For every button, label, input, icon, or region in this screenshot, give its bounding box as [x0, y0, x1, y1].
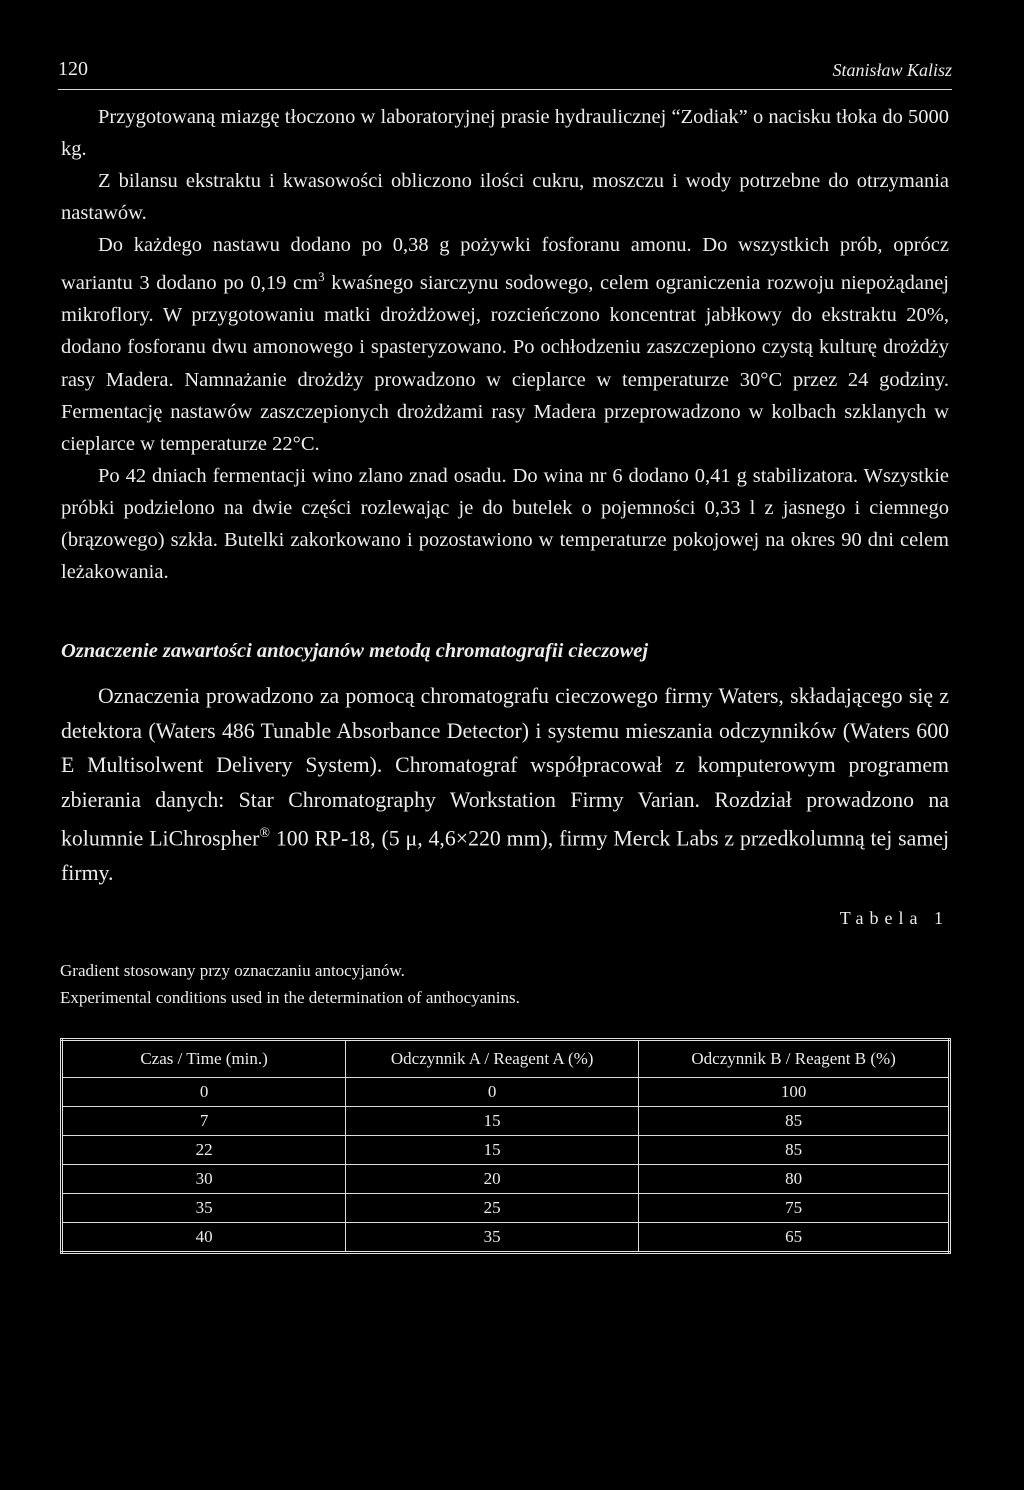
- table-caption-pl: Gradient stosowany przy oznaczaniu antocyjanów.: [60, 961, 405, 980]
- column-header-reagent-b: Odczynnik B / Reagent B (%): [639, 1040, 950, 1078]
- table-row: [62, 1165, 950, 1194]
- header-divider: [58, 89, 952, 90]
- table-cell-reagent-b: 80: [639, 1165, 950, 1194]
- methods-paragraph-3: [61, 229, 949, 459]
- methods-paragraph-4: Po 42 dniach fermentacji wino zlano znad osadu. Do wina nr 6 dodano 0,41 g stabilizatora. Wszystkie próbki podzielono na dwie części rozlewając je do butelek o pojemności 0,33 l z jasnego i ciemnego (brązowego) szkła. Butelki zakorkowano i pozostawiono w temperaturze pokojowej na okres 90 dni celem leżakowania.: [61, 464, 949, 584]
- table-cell-time: 22: [62, 1136, 346, 1165]
- page-header: [58, 58, 952, 88]
- section-heading: Oznaczenie zawartości antocyjanów metodą chromatografii cieczowej: [61, 640, 649, 662]
- table-cell-reagent-b: 85: [639, 1136, 950, 1165]
- page-number: 120: [58, 58, 88, 80]
- table-cell-reagent-b: 65: [639, 1223, 950, 1253]
- hplc-text: [61, 679, 949, 891]
- table-caption: [60, 957, 520, 1011]
- hplc-paragraph-part-1: Oznaczenia prowadzono za pomocą chromatografu cieczowego firmy Waters, składającego się z detektora (Waters 486 Tunable Absorbance Detector) i systemu mieszania odczynników (Waters 600 E Multisolwent Delivery System). Chromatograf współpracował z komputerowym programem zbierania danych: Star Chromatography Workstation Firmy Varian. Rozdział prowadzono na kolumnie LiChrospher: [61, 684, 949, 851]
- table-row: [62, 1223, 950, 1253]
- table-cell-reagent-a: 15: [346, 1136, 639, 1165]
- table-cell-time: 7: [62, 1107, 346, 1136]
- running-head: Stanisław Kalisz: [832, 60, 952, 80]
- table-cell-reagent-a: 25: [346, 1194, 639, 1223]
- column-header-reagent-a: Odczynnik A / Reagent A (%): [346, 1040, 639, 1078]
- table-header-row: [62, 1040, 950, 1078]
- table-row: [62, 1078, 950, 1107]
- gradient-table: [60, 1038, 951, 1254]
- table-row: [62, 1194, 950, 1223]
- table-cell-reagent-b: 75: [639, 1194, 950, 1223]
- hplc-paragraph: [61, 679, 949, 891]
- table-cell-reagent-a: 15: [346, 1107, 639, 1136]
- superscript-3: 3: [318, 269, 325, 285]
- table-cell-reagent-a: 35: [346, 1223, 639, 1253]
- table-cell-reagent-b: 85: [639, 1107, 950, 1136]
- table-row: [62, 1107, 950, 1136]
- table-label: Tabela 1: [839, 908, 949, 928]
- table-cell-time: 0: [62, 1078, 346, 1107]
- registered-mark: ®: [259, 826, 271, 842]
- methods-paragraph-1: Przygotowaną miazgę tłoczono w laboratoryjnej prasie hydraulicznej “Zodiak” o nacisku tłoka do 5000 kg.: [61, 106, 949, 161]
- hplc-paragraph-part-2: 100 RP-18, (5 μ, 4,6×220 mm), firmy Merck Labs z przedkolumną tej samej firmy.: [61, 826, 949, 886]
- table-cell-reagent-a: 0: [346, 1078, 639, 1107]
- table-cell-time: 40: [62, 1223, 346, 1253]
- table-cell-reagent-a: 20: [346, 1165, 639, 1194]
- table-cell-reagent-b: 100: [639, 1078, 950, 1107]
- methods-paragraph-3-part-1: Do każdego nastawu dodano po 0,38 g pożywki fosforanu amonu. Do wszystkich prób, oprócz wariantu 3 dodano po 0,19 cm: [61, 234, 949, 295]
- table-cell-time: 30: [62, 1165, 346, 1194]
- column-header-time: Czas / Time (min.): [62, 1040, 346, 1078]
- table-row: [62, 1136, 950, 1165]
- table-cell-time: 35: [62, 1194, 346, 1223]
- methods-text: [61, 101, 949, 588]
- methods-paragraph-3-part-2: kwaśnego siarczynu sodowego, celem ograniczenia rozwoju niepożądanej mikroflory. W przygotowaniu matki drożdżowej, rozcieńczono koncentrat jabłkowy do ekstraktu 20%, dodano fosforanu dwu amonowego i spasteryzowano. Po ochłodzeniu zaszczepiono czystą kulturę drożdży rasy Madera. Namnażanie drożdży prowadzono w cieplarce w temperaturze 30°C przez 24 godziny. Fermentację nastawów zaszczepionych drożdżami rasy Madera przeprowadzono w kolbach szklanych w cieplarce w temperaturze 22°C.: [61, 272, 949, 455]
- methods-paragraph-2: Z bilansu ekstraktu i kwasowości obliczono ilości cukru, moszczu i wody potrzebne do otrzymania nastawów.: [61, 170, 949, 225]
- table-caption-en: Experimental conditions used in the determination of anthocyanins.: [60, 988, 520, 1007]
